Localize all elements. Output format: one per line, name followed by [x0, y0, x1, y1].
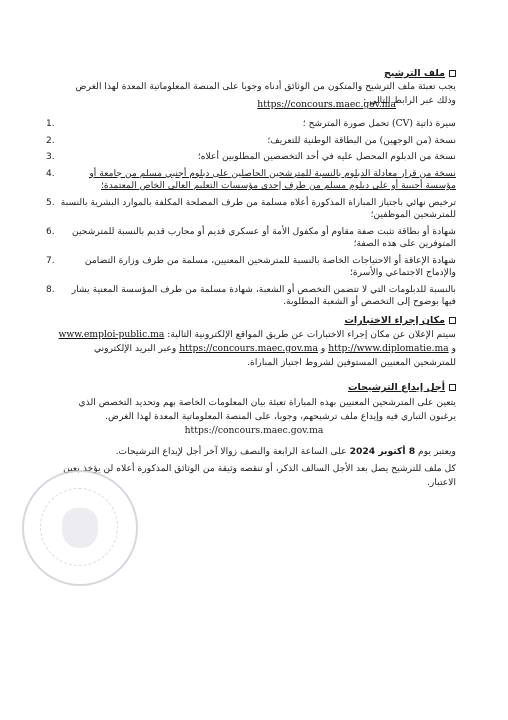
- square-bullet-icon: [449, 384, 456, 391]
- list-item: 2. نسخة (من الوجهين) من البطاقة الوطنية للتعريف؛: [46, 134, 456, 146]
- section-heading-candidacy: [384, 68, 456, 79]
- candidacy-intro: يجب تعبئة ملف الترشيح والمتكون من الوثائق أدناه وجوبا على المنصة المعلوماتية المعدة لهذا الغرض وذلك عبر الرابط التالي :: [75, 81, 456, 106]
- list-item: 4. نسخة من قرار معادلة الدبلوم بالنسبة للمترشحين الحاصلين على دبلوم أجنبي مسلم من جامعة أو مؤسسة أجنبية أو على دبلوم مسلم من طرف إحدى مؤسسات التعليم العالي الخاص المعتمدة؛: [46, 167, 456, 191]
- location-paragraph: سيتم الإعلان عن مكان إجراء الاختبارات عن طريق المواقع الإلكترونية التالية: www.emploi-public.ma و http://www.diplomatie.ma و https://concours.maec.gov.ma وعبر البريد الإلكتروني للمترشحين المعنيين المستوفين لشروط اجتياز المباراة.: [58, 329, 456, 368]
- concours-link[interactable]: https://concours.maec.gov.ma: [184, 425, 324, 436]
- concours-link[interactable]: https://concours.maec.gov.ma: [257, 99, 396, 110]
- list-item: 7. شهادة الإعاقة أو الاحتياجات الخاصة بالنسبة للمترشحين المعنيين، مسلمة من طرف وزارة التضامن والإدماج الاجتماعي والأسرة؛: [46, 254, 456, 278]
- concours-link[interactable]: https://concours.maec.gov.ma: [179, 343, 318, 354]
- list-item: 5. ترخيص نهائي باجتياز المباراة المذكورة أعلاه مسلمة من طرف المصلحة المكلفة بالموارد البشرية بالنسبة للمترشحين الموظفين؛: [46, 196, 456, 220]
- list-item: 1. سيرة ذاتية (CV) تحمل صورة المترشح ؛: [46, 118, 456, 129]
- deadline-note: كل ملف للترشيح يصل بعد الأجل السالف الذكر، أو تنقصه وثيقة من الوثائق المذكورة أعلاه لن يؤخذ بعين الاعتبار.: [63, 463, 456, 488]
- section-heading-deadline: [348, 382, 456, 393]
- deadline-link-line: [0, 424, 508, 438]
- section-title: ملف الترشيح: [383, 68, 445, 79]
- deadline-date-line: ويعتبر يوم 8 أكتوبر 2024 على الساعة الرابعة والنصف زوالا آخر أجل لإيداع الترشيحات.: [115, 446, 456, 457]
- list-item: 8. بالنسبة للدبلومات التي لا تتضمن التخصص أو الشعبة، شهادة مسلمة من طرف المؤسسة المعنية يشار فيها بوضوح إلى التخصص أو الشعبة المطلوبة.: [46, 283, 456, 307]
- emploi-public-link[interactable]: www.emploi-public.ma: [58, 329, 165, 340]
- section-title: مكان إجراء الاختبارات: [344, 315, 445, 326]
- official-stamp-icon: [22, 470, 138, 586]
- deadline-paragraph: يتعين على المترشحين المعنيين بهذه المباراة تعبئة بيان المعلومات الخاصة بهم وتحديد التخصص الذي يرغبون التباري فيه وإيداع ملف ترشيحهم، وجوبا، على المنصة المعلوماتية المعدة لهذا الغرض.: [78, 397, 456, 422]
- list-item: 3. نسخة من الدبلوم المحصل عليه في أحد التخصصين المطلوبين أعلاه؛: [46, 151, 456, 162]
- deadline-date: 8 أكتوبر 2024: [349, 446, 416, 457]
- diplomatie-link[interactable]: http://www.diplomatie.ma: [328, 343, 449, 354]
- required-documents-list: [46, 118, 456, 313]
- section-heading-location: [344, 315, 456, 326]
- section-title: أجل إيداع الترشيحات: [347, 382, 445, 393]
- list-item: 6. شهادة أو بطاقة تثبت صفة مقاوم أو مكفول الأمة أو عسكري قديم أو محارب قديم بالنسبة للمترشحين المتوفرين على هذه الصفة؛: [46, 225, 456, 249]
- square-bullet-icon: [449, 317, 456, 324]
- square-bullet-icon: [449, 70, 456, 77]
- candidacy-link-line: [176, 98, 396, 112]
